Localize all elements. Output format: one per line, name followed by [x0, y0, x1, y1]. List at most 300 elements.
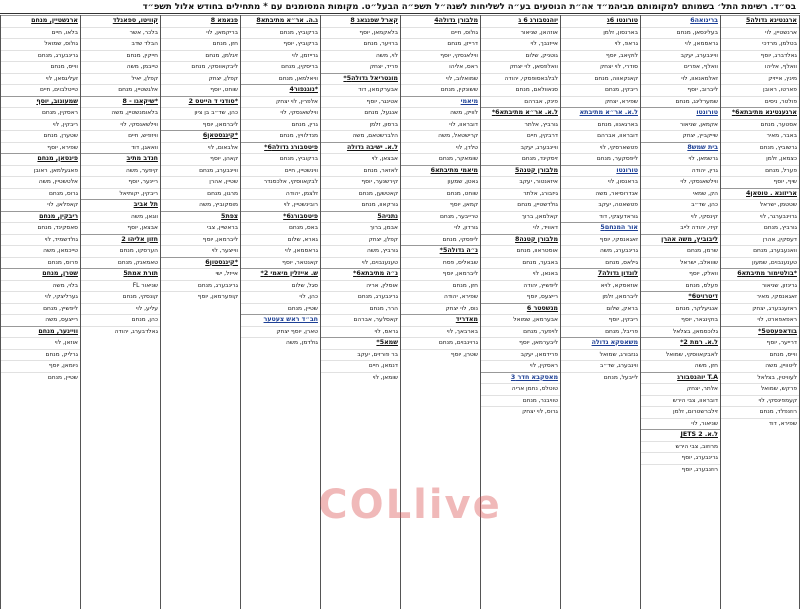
student-name: לבקאווסקי, אלכסנדר	[241, 176, 320, 188]
student-name: אבצאן, לוי	[321, 153, 400, 165]
location-block	[561, 268, 640, 337]
student-name: הרר, מנחם	[321, 303, 400, 315]
student-name: מרוזוב, צבי הירש	[641, 441, 720, 453]
student-name: אסטער, מנחם	[721, 119, 799, 131]
student-name: ווייס, מנחם	[721, 349, 799, 361]
student-name: בלוי, משה	[1, 280, 80, 292]
location-header: שמעונוב, יוסף	[1, 96, 80, 108]
student-name: טאמאנק, מנחם	[81, 257, 160, 269]
student-name: אוזאסקא, לויא	[561, 280, 640, 292]
location-header: ל.א. 2 JETS	[641, 429, 720, 441]
student-name: וואלף, אליהו	[721, 61, 799, 73]
location-block	[641, 372, 720, 430]
location-header: פנאמא 8	[161, 15, 240, 27]
student-name: בלאומנשטיין, משה	[81, 107, 160, 119]
location-block	[321, 211, 400, 269]
location-block	[401, 165, 480, 246]
student-name: שפירא, יהודה	[401, 291, 480, 303]
student-name: לוי, משה	[321, 50, 400, 62]
student-name: אלטשטיין, משה	[1, 176, 80, 188]
location-header: קארל שפנגאג 8	[321, 15, 400, 27]
student-name: פולטר, ניסים	[721, 96, 799, 108]
student-name: אוסלין, אריה	[321, 280, 400, 292]
student-name: קאנטאר, יוסף	[241, 257, 320, 269]
student-name: קאפלאן, לוי	[1, 199, 80, 211]
student-name: ראסקין, לוי	[481, 360, 560, 372]
student-name: שפירא, יצחק	[561, 96, 640, 108]
student-name: בארנסון, זלמן	[561, 27, 640, 39]
location-block	[241, 268, 320, 314]
location-block	[401, 96, 480, 165]
location-block	[641, 291, 720, 337]
location-block	[161, 96, 240, 131]
student-name: שוואלב, ישראל	[641, 257, 720, 269]
student-name: וואלפסאן, לוי יצחק	[481, 61, 560, 73]
student-name: דרבקין, חיים	[481, 130, 560, 142]
student-name: גרינזון, שניאור	[721, 280, 799, 292]
location-header: ש. אייזלין מיאמי 2*	[241, 268, 320, 280]
student-name: גרינבערג, מנחם	[1, 50, 80, 62]
location-header: טורונטו	[561, 165, 640, 177]
student-name: כהן, לוי	[241, 291, 320, 303]
student-name: ליברמאן, יוסף	[161, 234, 240, 246]
student-name: פינק, אברהם	[481, 96, 560, 108]
student-name: גרשוביץ, מנחם	[721, 142, 799, 154]
student-name: בראק, שלום	[561, 303, 640, 315]
student-name: נוס, לוי יצחק	[401, 303, 480, 315]
student-name: ניומאן, יוסף	[1, 360, 80, 372]
student-name: ריינער, יוסף	[81, 176, 160, 188]
location-header: שמא5*	[321, 337, 400, 349]
list-column	[400, 15, 480, 609]
location-header: מיאמי	[401, 96, 480, 108]
student-name: ראסקין, מנחם	[1, 107, 80, 119]
student-name: מוסקוביץ, משה	[161, 199, 240, 211]
location-block	[321, 142, 400, 211]
student-name: באס, מנחם	[241, 222, 320, 234]
student-name: ריבקין, יוסף	[561, 314, 640, 326]
location-header: מלבורן קטנה5	[481, 165, 560, 177]
location-block	[321, 268, 400, 337]
list-column	[480, 15, 560, 609]
location-block	[401, 15, 480, 96]
student-name: שומאקר, מנחם	[401, 153, 480, 165]
student-name: שטיין, מנחם	[1, 372, 80, 384]
student-name: ליטוויין, משה	[721, 360, 799, 372]
student-name: כצמאן, זלמן	[721, 153, 799, 165]
student-name: קינסקי, לוי	[641, 211, 720, 223]
student-name: גערליצקי, לוי	[1, 291, 80, 303]
student-name: שוחט, מנחם	[401, 188, 480, 200]
student-name: חזן, משה	[641, 360, 720, 372]
list-column	[160, 15, 240, 609]
student-name: לעוויטין, בצלאל	[721, 372, 799, 384]
student-name: פארטו, ראובן	[721, 84, 799, 96]
student-name: פטשאטה, יעקב	[561, 199, 640, 211]
watermark-logo: COLlive	[318, 482, 502, 528]
student-name: ראפאפארט, לוי	[721, 314, 799, 326]
location-header: מונטריאל גדולה5*	[321, 73, 400, 85]
location-header: T.A יוהנסבורג	[641, 372, 720, 384]
location-block	[561, 222, 640, 268]
student-name: שטרן, יוסף	[401, 349, 480, 361]
location-header: מיאמי מתיבתא6	[401, 165, 480, 177]
student-name: שפירא, דוד	[721, 418, 799, 430]
student-name: ליפשיץ, מנחם	[1, 303, 80, 315]
student-name: קאנקאווה, מנחם	[561, 73, 640, 85]
list-column	[320, 15, 400, 609]
student-name: גולדשמיד, לוי	[1, 234, 80, 246]
student-name: ווילאנסקי, יוסף	[401, 50, 480, 62]
student-name: וואלק, יוסף	[641, 268, 720, 280]
location-header: וויינער, מנחם	[1, 326, 80, 338]
student-name: לוויק, משה	[401, 107, 480, 119]
location-header: לונדון גדולה7	[561, 268, 640, 280]
student-name: ליבקאווסקי, מנחם	[161, 61, 240, 73]
student-name: שיף, יוסף	[721, 176, 799, 188]
student-name: דאוויד, לוי	[481, 222, 560, 234]
student-name: גארא, שלום	[241, 234, 320, 246]
student-name: קירשנער, יוסף	[321, 176, 400, 188]
location-header: ל.א. ישיבה גדולה	[321, 142, 400, 154]
location-block	[481, 15, 560, 107]
location-header: מאסקבא חדר 3	[481, 372, 560, 384]
student-name: חזן, מנחם	[401, 280, 480, 292]
location-header: חב״ד ראש צעטער	[241, 314, 320, 326]
student-name: גאלדבערג, יהודה	[81, 326, 160, 338]
location-header: נ״ה גדולה5*	[401, 245, 480, 257]
location-block	[241, 84, 320, 142]
student-name: רייצעס, משה	[1, 314, 80, 326]
student-name: טרייבער, מנחם	[401, 211, 480, 223]
list-column	[640, 15, 720, 609]
location-block	[1, 96, 80, 154]
student-name: ווילשאנסקי, לוי	[641, 176, 720, 188]
location-header: ארנשטיין, מנחם	[1, 15, 80, 27]
student-name: ווינבערג, שד״ב	[561, 360, 640, 372]
student-name: ברקוביץ, יוסף	[241, 38, 320, 50]
student-name: רובינשטיין, לוי	[241, 199, 320, 211]
student-name: וואאגן, דוד	[81, 142, 160, 154]
student-name: גרוס, מנחם	[1, 188, 80, 200]
student-name: דובראוו, צבי הירש	[641, 395, 720, 407]
student-name: אנגעל, מנחם	[321, 107, 400, 119]
student-name: קאסלער, אברהם	[321, 314, 400, 326]
list-column	[720, 15, 800, 609]
location-block	[561, 107, 640, 165]
student-name: פטשארסקי, לוי	[561, 142, 640, 154]
location-header: ל.א. אר״א מתיבתא6*	[481, 107, 560, 119]
student-name: קאהן, יוסף	[161, 153, 240, 165]
student-name: שמואלוב, לוי	[401, 73, 480, 85]
location-header: ברינואה6	[641, 15, 720, 27]
student-name: הבלד שדב	[81, 38, 160, 50]
location-header: נתניה5	[321, 211, 400, 223]
location-block	[641, 429, 720, 475]
location-header: מלבורן קטנה8	[481, 234, 560, 246]
student-name: טארן, יוסף יצחק	[241, 326, 320, 338]
location-block	[321, 73, 400, 142]
student-name: סודרי, לוי יצחק	[561, 61, 640, 73]
student-name: אבערקמאן, דוד	[321, 84, 400, 96]
student-name: שטיין, מנחם	[241, 303, 320, 315]
student-name: שניאור FL	[81, 280, 160, 292]
student-name: שייקביץ, יצחק	[641, 130, 720, 142]
location-header: ארגנטינא גדולה5	[721, 15, 799, 27]
location-block	[721, 383, 799, 429]
schedule-grid	[0, 15, 800, 609]
location-header: חנדב מתיב	[81, 153, 160, 165]
location-block	[81, 96, 160, 154]
location-block	[721, 326, 799, 384]
location-block	[241, 314, 320, 349]
location-header: נ״ה מתיבתא6*	[321, 268, 400, 280]
location-block	[481, 303, 560, 372]
student-name: אלתר, יצחק	[641, 383, 720, 395]
student-name: וואנעבערג, מנחם	[721, 245, 799, 257]
student-name: גרין, יהודה	[641, 165, 720, 177]
student-name: סאסקינד, מנחם	[1, 222, 80, 234]
location-header: קוויטו, ספאנלד	[81, 15, 160, 27]
student-name: שטערן, מנחם	[1, 130, 80, 142]
student-name: גרינבערג, משה	[561, 245, 640, 257]
student-name: חזן, מנחם	[161, 38, 240, 50]
student-name: טוטלס, נחמן אריה	[481, 383, 560, 395]
student-name: פרוס, מנחם	[1, 257, 80, 269]
location-block	[641, 337, 720, 372]
student-name: ווינשטיין, חיים	[241, 165, 320, 177]
student-name: ליברמאן, זלמן	[561, 291, 640, 303]
location-block	[81, 153, 160, 199]
student-name: גרוינבוים, מנחם	[401, 337, 480, 349]
student-name: טוויבנר, מנחם	[481, 395, 560, 407]
location-header: תל אביב	[81, 199, 160, 211]
student-name: גולוס, חיים	[401, 27, 480, 39]
student-name: בר פורזים, יעקב	[321, 349, 400, 361]
student-name: ווגאן, משה	[81, 211, 160, 223]
student-name: מנדלוויץ, מנחם	[241, 130, 320, 142]
student-name: קמאן, יוסף	[401, 199, 480, 211]
location-block	[161, 130, 240, 211]
student-name: שניאור, לוי	[641, 418, 720, 430]
student-name: ליברמאן, יוסף	[161, 119, 240, 131]
student-name: פאגעלמאן, ראובן	[1, 165, 80, 177]
location-block	[641, 234, 720, 292]
location-header: צפת5	[161, 211, 240, 223]
student-name: גרין, מנחם	[241, 119, 320, 131]
student-name: גרינבערג, יוסף	[641, 452, 720, 464]
location-header: ל.א. רמת 2*	[641, 337, 720, 349]
student-name: שרמן, מנחם	[641, 245, 720, 257]
student-name: סנאוולאם, מנחם	[481, 84, 560, 96]
student-name: זלצמן, יהודה	[241, 188, 320, 200]
location-block	[321, 337, 400, 383]
location-header: ליבוביץ, משה אהרן	[641, 234, 720, 246]
student-name: לוקיאב, יוסף	[561, 50, 640, 62]
location-block	[721, 188, 799, 269]
student-name: בעלינסאן, מנחם	[641, 27, 720, 39]
location-block	[641, 15, 720, 107]
location-header: טורונטו 6ג	[561, 15, 640, 27]
list-column	[560, 15, 640, 609]
student-name: גורביץ, מנחם	[721, 222, 799, 234]
student-name: גרליק, מנחם	[1, 349, 80, 361]
student-name: טייבמן, משה	[81, 61, 160, 73]
student-name: ששונקין, מנחם	[401, 84, 480, 96]
student-name: פריבל, מנחם	[561, 326, 640, 338]
student-name: בוקינגאר, יוסף	[641, 314, 720, 326]
location-block	[161, 15, 240, 96]
student-name: בלכר, אשר	[81, 27, 160, 39]
student-name: גרייזמן, לוי	[241, 50, 320, 62]
student-name: טענענבוים, לוי	[321, 257, 400, 269]
student-name: ברקוביץ, מנחם	[241, 153, 320, 165]
location-block	[241, 211, 320, 269]
location-block	[1, 15, 80, 96]
location-header: טורונטו	[641, 107, 720, 119]
student-name: גורדון, לוי	[401, 222, 480, 234]
location-header: מנשסטר 6	[481, 303, 560, 315]
student-name: טלדן, לוי	[401, 142, 480, 154]
student-name: מרגון, מנחם	[161, 188, 240, 200]
student-name: זאלמאנאוו, לוי	[641, 73, 720, 85]
student-name: גולדמן, משה	[241, 337, 320, 349]
student-name: אלפרין, לוי יצחק	[241, 96, 320, 108]
student-name: אטינגר, יוסף	[321, 96, 400, 108]
student-name: רייצעס, יוסף	[481, 291, 560, 303]
student-name: קאטשען, מנחם	[321, 188, 400, 200]
location-header: ג.ה. אר״א מתיבתא8	[241, 15, 320, 27]
student-name: קפלן, יצחק	[321, 234, 400, 246]
student-name: בלאקמאן, יוסף	[321, 27, 400, 39]
student-name: איזאנטור, יעקב	[481, 176, 560, 188]
location-header: *סודני ד הייטס 2	[161, 96, 240, 108]
student-name: קאלמאן, ברוך	[481, 211, 560, 223]
location-header: תורת אמת5	[81, 268, 160, 280]
student-name: אוסטראוו, מנחם	[481, 245, 560, 257]
student-name: גרשמאן, לוי	[641, 153, 720, 165]
location-block	[1, 326, 80, 384]
student-name: וואלף, אפרים	[641, 61, 720, 73]
student-name: ריבקין, מנחם	[561, 84, 640, 96]
student-name: זילברשטרום, זלמן	[641, 406, 720, 418]
student-name: זעליגסאן, לוי	[1, 73, 80, 85]
student-name: רוזנפלד, מנחם	[721, 406, 799, 418]
student-name: דרייער, יוסף	[721, 337, 799, 349]
student-name: אנגיעלקר, מנחם	[641, 303, 720, 315]
location-block	[1, 153, 80, 211]
location-block	[161, 211, 240, 257]
list-column	[0, 15, 80, 609]
student-name: קיזי, יהודה לייב	[641, 222, 720, 234]
student-name: פרקש, שמואל	[721, 383, 799, 395]
student-name: גוראדעצקי, דוד	[561, 211, 640, 223]
student-name: זאגאנסקי, מאיר	[721, 291, 799, 303]
student-name: וויינבערג, יעקב	[481, 142, 560, 154]
student-name: שבאליס, פסח	[401, 257, 480, 269]
student-name: פערל, מנחם	[721, 165, 799, 177]
student-name: טייכמאן, משה	[1, 245, 80, 257]
student-name: לבלבאסופסקי, יהודה	[481, 73, 560, 85]
student-name: הק, שמאי	[641, 188, 720, 200]
student-name: דנמאן, חיים	[321, 360, 400, 372]
location-block	[1, 211, 80, 269]
student-name: לויפער, מנחם	[481, 326, 560, 338]
location-header: מאדריד	[401, 314, 480, 326]
location-block	[641, 142, 720, 234]
student-name: ברקוביץ, מנחם	[241, 27, 320, 39]
location-header: פיטסבורג גדולה6*	[241, 142, 320, 154]
student-name: דרייזן, מנחם	[401, 38, 480, 50]
student-name: ליברוב, יוסף	[641, 84, 720, 96]
location-block	[641, 107, 720, 142]
location-block	[161, 257, 240, 303]
student-name: אבערמאן, שמואל	[481, 314, 560, 326]
student-name: כהן, מנחם	[81, 314, 160, 326]
student-name: ראס, אליהו	[401, 61, 480, 73]
student-name: אבמן, ברוך	[321, 222, 400, 234]
student-name: גראס, לוי	[321, 326, 400, 338]
student-name: גרוס, לוי יצחק	[481, 406, 560, 418]
student-name: גרוינבערגר, לוי	[721, 211, 799, 223]
student-name: שטטמן, ישראל	[721, 199, 799, 211]
student-name: וויאלמאן, מנחם	[241, 73, 320, 85]
location-header: ל.א. אר״א מתיבתא	[561, 107, 640, 119]
student-name: בארגאנוו, מנחם	[561, 119, 640, 131]
location-block	[401, 245, 480, 314]
student-name: בטלמן, מרדכי	[721, 38, 799, 50]
student-name: אבצאן, יוסף	[81, 222, 160, 234]
location-header: בודאפעסט5*	[721, 326, 799, 338]
student-name: דעסקין, אהרן	[721, 234, 799, 246]
student-name: אלגשטיין, מנחם	[81, 84, 160, 96]
student-name: בריסקין, מנחם	[241, 61, 320, 73]
student-name: קפלן, יצחק	[161, 73, 240, 85]
student-name: ארנשטיין, לוי	[721, 27, 799, 39]
student-name: זיסקינד, מנחם	[481, 153, 560, 165]
student-name: ווילשאנסקי, לוי	[241, 107, 320, 119]
location-header: *בולטימור מתיבתא6	[721, 268, 799, 280]
location-block	[481, 372, 560, 418]
student-name: לאזאר, מנחם	[321, 165, 400, 177]
student-name: שוחט, יוסף	[161, 84, 240, 96]
student-name: שמערלינג, מנחם	[641, 96, 720, 108]
student-name: אנדרוסיאר, משה	[561, 188, 640, 200]
student-name: גראפ, לוי	[561, 38, 640, 50]
student-name: גרינבערג, מנחם	[321, 291, 400, 303]
student-name: קרישטאל, משה	[401, 130, 480, 142]
location-header: דיטרויט6*	[641, 291, 720, 303]
student-name: פריד, יצחק	[321, 61, 400, 73]
location-block	[561, 15, 640, 107]
student-name: וויזפיש, חיים	[81, 130, 160, 142]
student-name: עליע, לוי	[81, 303, 160, 315]
student-name: כהן, שד״ב בן ציון	[161, 107, 240, 119]
location-block	[81, 15, 160, 96]
location-block	[481, 165, 560, 234]
student-name: גאלדברג, יוסף	[721, 50, 799, 62]
student-name: גנזבורג, שמואל	[561, 349, 640, 361]
student-name: וויינבערג, יעקב	[641, 50, 720, 62]
student-name: שומאן, לוי	[321, 372, 400, 384]
location-block	[241, 15, 320, 84]
location-header: ארגענטינא מתיבתא6*	[721, 107, 799, 119]
student-name: ליבערמאן, יוסף	[481, 337, 560, 349]
location-header: *שיקאגו - 8	[81, 96, 160, 108]
student-name: ברסון, זלמן	[321, 119, 400, 131]
student-name: דובראוו, אברהם	[561, 130, 640, 142]
location-header: *קינגסטאן6	[161, 130, 240, 142]
